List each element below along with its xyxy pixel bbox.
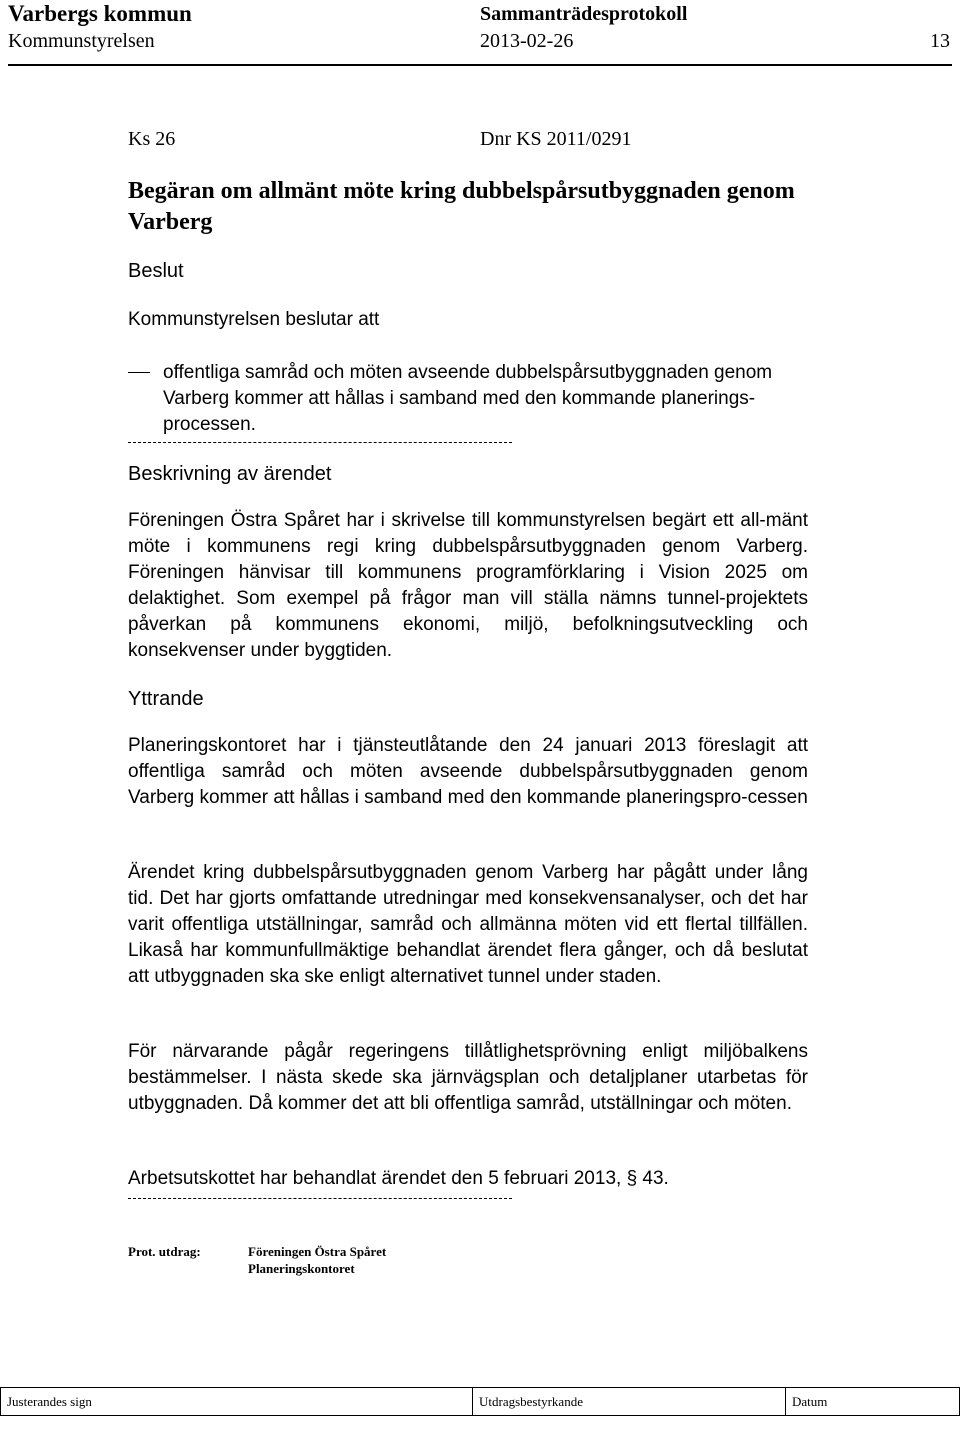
decision-heading: Beslut	[128, 260, 184, 282]
decision-end-rule	[128, 442, 512, 443]
decision-item-text: offentliga samråd och möten avseende dubbelspårsutbyggnaden genom Varberg kommer att hållas i samband med den kommande planerings-processen.	[163, 362, 773, 435]
decision-intro: Kommunstyrelsen beslutar att	[128, 309, 380, 330]
meeting-date: 2013-02-26	[480, 30, 574, 52]
case-title: Begäran om allmänt möte kring dubbelspårsutbyggnaden genom Varberg	[128, 178, 795, 235]
paragraph-reference: Ks 26	[128, 128, 176, 150]
description-heading: Beskrivning av ärendet	[128, 463, 332, 485]
recipient: Planeringskontoret	[248, 1261, 355, 1276]
organization-name: Varbergs kommun	[8, 1, 192, 26]
diary-number: Dnr KS 2011/0291	[480, 128, 632, 150]
dash-bullet	[128, 372, 150, 373]
protocol-extract-recipients	[248, 1243, 386, 1277]
decision-item	[128, 360, 808, 438]
statement-paragraph-3: För närvarande pågår regeringens tillåtlighetsprövning enligt miljöbalkens bestämmelser. I nästa skede ska järnvägsplan och detaljplaner utarbetas för utbyggnaden. Då kommer det att bli offentliga samråd, utställningar och möten.	[128, 1041, 808, 1114]
committee-name: Kommunstyrelsen	[8, 30, 155, 52]
signature-footer	[0, 1387, 960, 1416]
recipient: Föreningen Östra Spåret	[248, 1244, 387, 1259]
header-divider	[8, 64, 952, 66]
document-type: Sammanträdesprotokoll	[480, 3, 688, 25]
description-text: Föreningen Östra Spåret har i skrivelse till kommunstyrelsen begärt ett all-mänt möte i kommunens regi kring dubbelspårsutbyggnaden genom Varberg. Föreningen hänvisar till kommunens programförklaring i Vision 2025 om delaktighet. Som exempel på frågor man vill ställa nämns tunnel-projektets påverkan på kommunens ekonomi, miljö, befolkningsutveckling och konsekvenser under byggtiden.	[128, 510, 808, 661]
protocol-extract-label: Prot. utdrag:	[128, 1244, 201, 1259]
statement-paragraph-2: Ärendet kring dubbelspårsutbyggnaden genom Varberg har pågått under lång tid. Det har gjorts omfattande utredningar med konsekvensanalyser, och det har varit offentliga utställningar, samråd och allmänna möten vid ett flertal tillfällen. Likaså har kommunfullmäktige behandlat ärendet flera gånger, och då beslutat att utbyggnaden ska ske enligt alternativet tunnel under staden.	[128, 862, 808, 987]
statement-end-rule	[128, 1198, 512, 1199]
adjuster-sign-cell: Justerandes sign	[1, 1388, 473, 1415]
date-cell: Datum	[792, 1394, 828, 1409]
statement-paragraph-1: Planeringskontoret har i tjänsteutlåtande den 24 januari 2013 föreslagit att offentliga samråd och möten avseende dubbelspårsutbyggnaden genom Varberg kommer att hållas i samband med den kommande planeringspro-cessen	[128, 735, 808, 808]
statement-heading: Yttrande	[128, 688, 204, 710]
statement-paragraph-4: Arbetsutskottet har behandlat ärendet den 5 februari 2013, § 43.	[128, 1168, 669, 1189]
certification-cell: Utdragsbestyrkande	[473, 1388, 786, 1415]
page-number: 13	[930, 30, 950, 52]
